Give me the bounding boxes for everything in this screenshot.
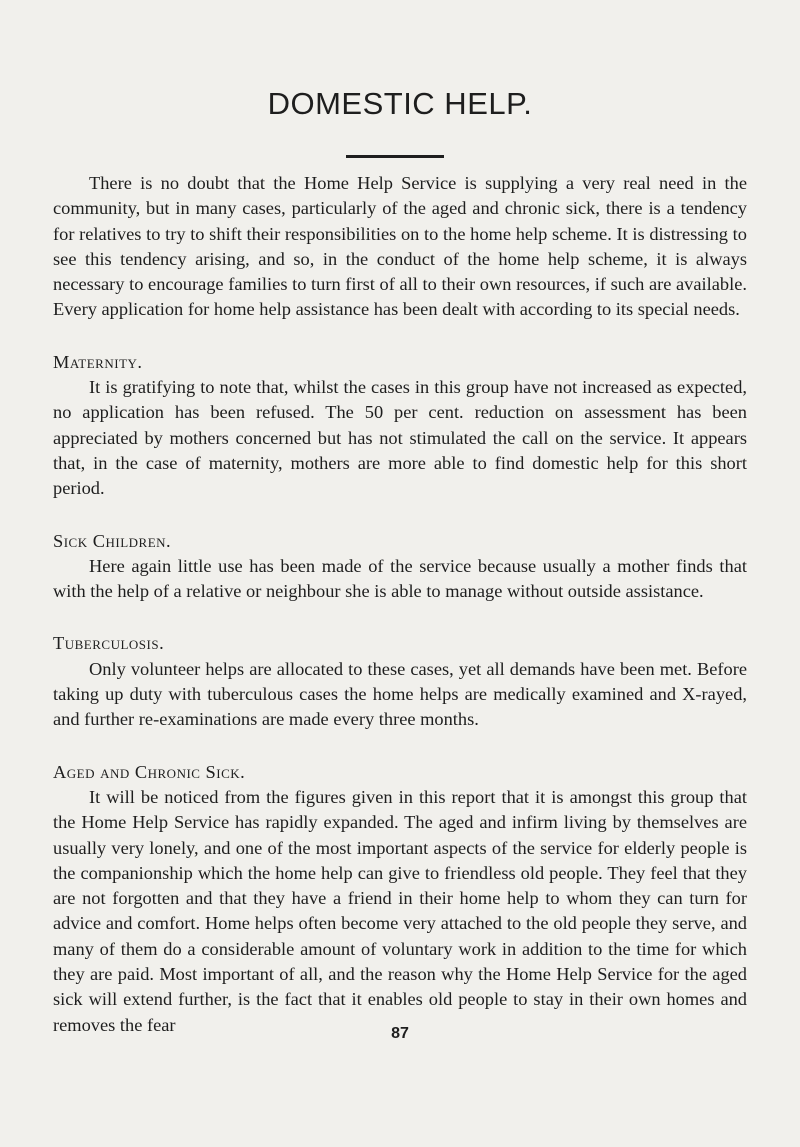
page-number: 87 bbox=[391, 1025, 409, 1042]
tuberculosis-paragraph: Only volunteer helps are allocated to these cases, yet all demands have been met. Before taking up duty with tuberculous cases the home helps are medically examined and X-rayed, and further re-examinations are made every three months. bbox=[53, 658, 747, 730]
aged-chronic-sick-paragraph: It will be noticed from the figures given in this report that it is amongst this group that the Home Help Service has rapidly expanded. The aged and infirm living by themselves are usually very lonely, and one of the most important aspects of the service for elderly people is the companionship which the home help can give to friendless old people. They feel that they are not forgotten and that they have a friend in their home help to whom they can turn for advice and comfort. Home helps often become very attached to the old people they serve, and many of them do a considerable amount of voluntary work in addition to the time for which they are paid. Most important of all, and the reason why the Home Help Service for the aged sick will extend further, is the fact that it enables old people to stay in their own homes and removes the fear bbox=[53, 786, 747, 1035]
maternity-paragraph: It is gratifying to note that, whilst the cases in this group have not increased as expected, no application has been refused. The 50 per cent. reduction on assessment has been appreciated by mothers concerned but has not stimulated the call on the service. It appears that, in the case of maternity, mothers are more able to find domestic help for this short period. bbox=[53, 377, 747, 499]
aged-chronic-sick-heading: Aged and Chronic Sick. bbox=[53, 761, 246, 782]
page-title: DOMESTIC HELP. bbox=[267, 86, 533, 121]
intro-paragraph: There is no doubt that the Home Help Service is supplying a very real need in the community, but in many cases, particularly of the aged and chronic sick, there is a tendency for relatives to try to shift their responsibilities on to the home help scheme. It is distressing to see this tendency arising, and so, in the conduct of the home help scheme, it is always necessary to encourage families to turn first of all to their own resources, if such are available. Every application for home help assistance has been dealt with according to its special needs. bbox=[53, 173, 747, 320]
maternity-heading: Maternity. bbox=[53, 351, 143, 372]
document-body bbox=[53, 171, 747, 1038]
tuberculosis-heading: Tuberculosis. bbox=[53, 633, 165, 654]
sick-children-paragraph: Here again little use has been made of the service because usually a mother finds that with the help of a relative or neighbour she is able to manage without outside assistance. bbox=[53, 555, 747, 602]
sick-children-heading: Sick Children. bbox=[53, 530, 172, 551]
title-rule bbox=[346, 155, 444, 158]
